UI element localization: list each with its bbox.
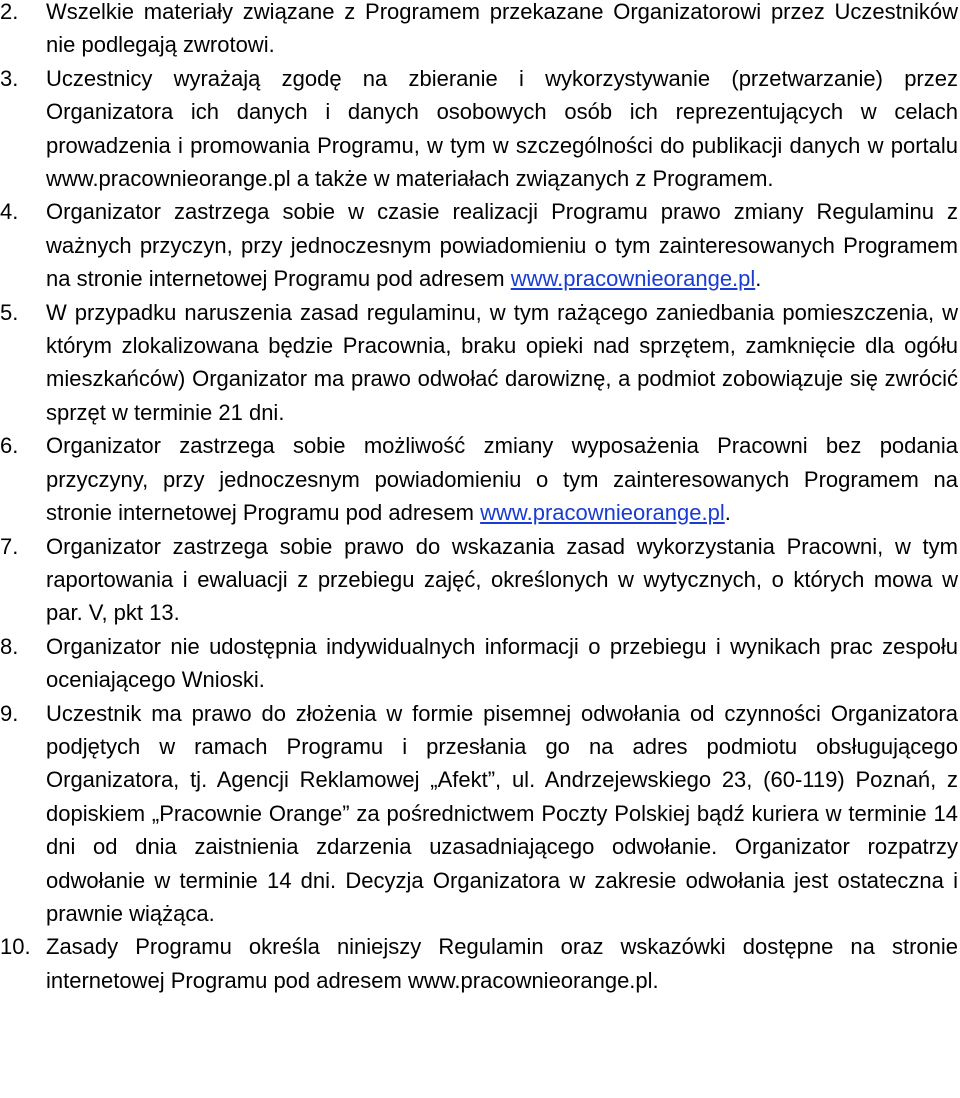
website-link[interactable]: www.pracownieorange.pl — [510, 266, 756, 292]
item-text: Organizator nie udostępnia indywidualnych informacji o przebiegu i wynikach prac zespołu oceniającego Wnioski. — [46, 633, 958, 693]
item-text: Organizator zastrzega sobie w czasie realizacji Programu prawo zmiany Regulaminu z ważnych przyczyn, przy jednoczesnym powiadomieniu o tym zainteresowanych Programem na stronie internetowej Programu pod adresem — [46, 199, 958, 292]
list-item-8 — [0, 630, 960, 697]
list-item-7 — [0, 530, 960, 630]
item-number: 10. — [0, 934, 31, 960]
item-text-wrapper — [46, 195, 958, 295]
item-number: 9. — [0, 700, 19, 726]
item-number: 5. — [0, 299, 19, 325]
list-item-4 — [0, 195, 960, 295]
website-link[interactable]: www.pracownieorange.pl — [480, 500, 725, 526]
item-text-end: . — [755, 266, 762, 292]
item-number: 4. — [0, 199, 19, 225]
item-text: Uczestnicy wyrażają zgodę na zbieranie i wykorzystywanie (przetwarzanie) przez Organizatora ich danych i danych osobowych osób ich reprezentujących w celach prowadzenia i promowania Programu, w tym w szczególności do publikacji danych w portalu www.pracownieorange.pl a także w materiałach związanych z Programem. — [46, 65, 958, 192]
list-item-9 — [0, 697, 960, 931]
item-number: 7. — [0, 533, 19, 559]
list-item-5 — [0, 296, 960, 430]
item-text: W przypadku naruszenia zasad regulaminu, w tym rażącego zaniedbania pomieszczenia, w którym zlokalizowana będzie Pracownia, braku opieki nad sprzętem, zamknięcie dla ogółu mieszkańców) Organizator ma prawo odwołać darowiznę, a podmiot zobowiązuje się zwrócić sprzęt w terminie 21 dni. — [46, 299, 958, 425]
list-item-3 — [0, 62, 960, 196]
list-item-2 — [0, 0, 960, 62]
list-item-6 — [0, 429, 960, 529]
item-text-wrapper — [46, 429, 958, 529]
item-text: Wszelkie materiały związane z Programem przekazane Organizatorowi przez Uczestników nie podlegają zwrotowi. — [46, 0, 958, 58]
item-number: 3. — [0, 65, 19, 91]
item-text: Organizator zastrzega sobie prawo do wskazania zasad wykorzystania Pracowni, w tym raportowania i ewaluacji z przebiegu zajęć, określonych w wytycznych, o których mowa w par. V, pkt 13. — [46, 533, 958, 626]
item-number: 8. — [0, 633, 19, 659]
item-text: Uczestnik ma prawo do złożenia w formie pisemnej odwołania od czynności Organizatora podjętych w ramach Programu i przesłania go na adres podmiotu obsługującego Organizatora, tj. Agencji Reklamowej „Afekt”, ul. Andrzejewskiego 23, (60-119) Poznań, z dopiskiem „Pracownie Orange” za pośrednictwem Poczty Polskiej bądź kuriera w terminie 14 dni od dnia zaistnienia zdarzenia uzasadniającego odwołanie. Organizator rozpatrzy odwołanie w terminie 14 dni. Decyzja Organizatora w zakresie odwołania jest ostateczna i prawnie wiążąca. — [46, 700, 958, 926]
item-number: 2. — [0, 0, 19, 24]
item-text: Zasady Programu określa niniejszy Regulamin oraz wskazówki dostępne na stronie internetowej Programu pod adresem www.pracownieorange.pl. — [46, 934, 958, 993]
item-text: Organizator zastrzega sobie możliwość zmiany wyposażenia Pracowni bez podania przyczyny, przy jednoczesnym powiadomieniu o tym zainteresowanych Programem na stronie internetowej Programu pod adresem — [46, 433, 958, 526]
item-text-end: . — [724, 500, 731, 526]
list-item-10 — [0, 930, 960, 997]
item-number: 6. — [0, 433, 19, 459]
